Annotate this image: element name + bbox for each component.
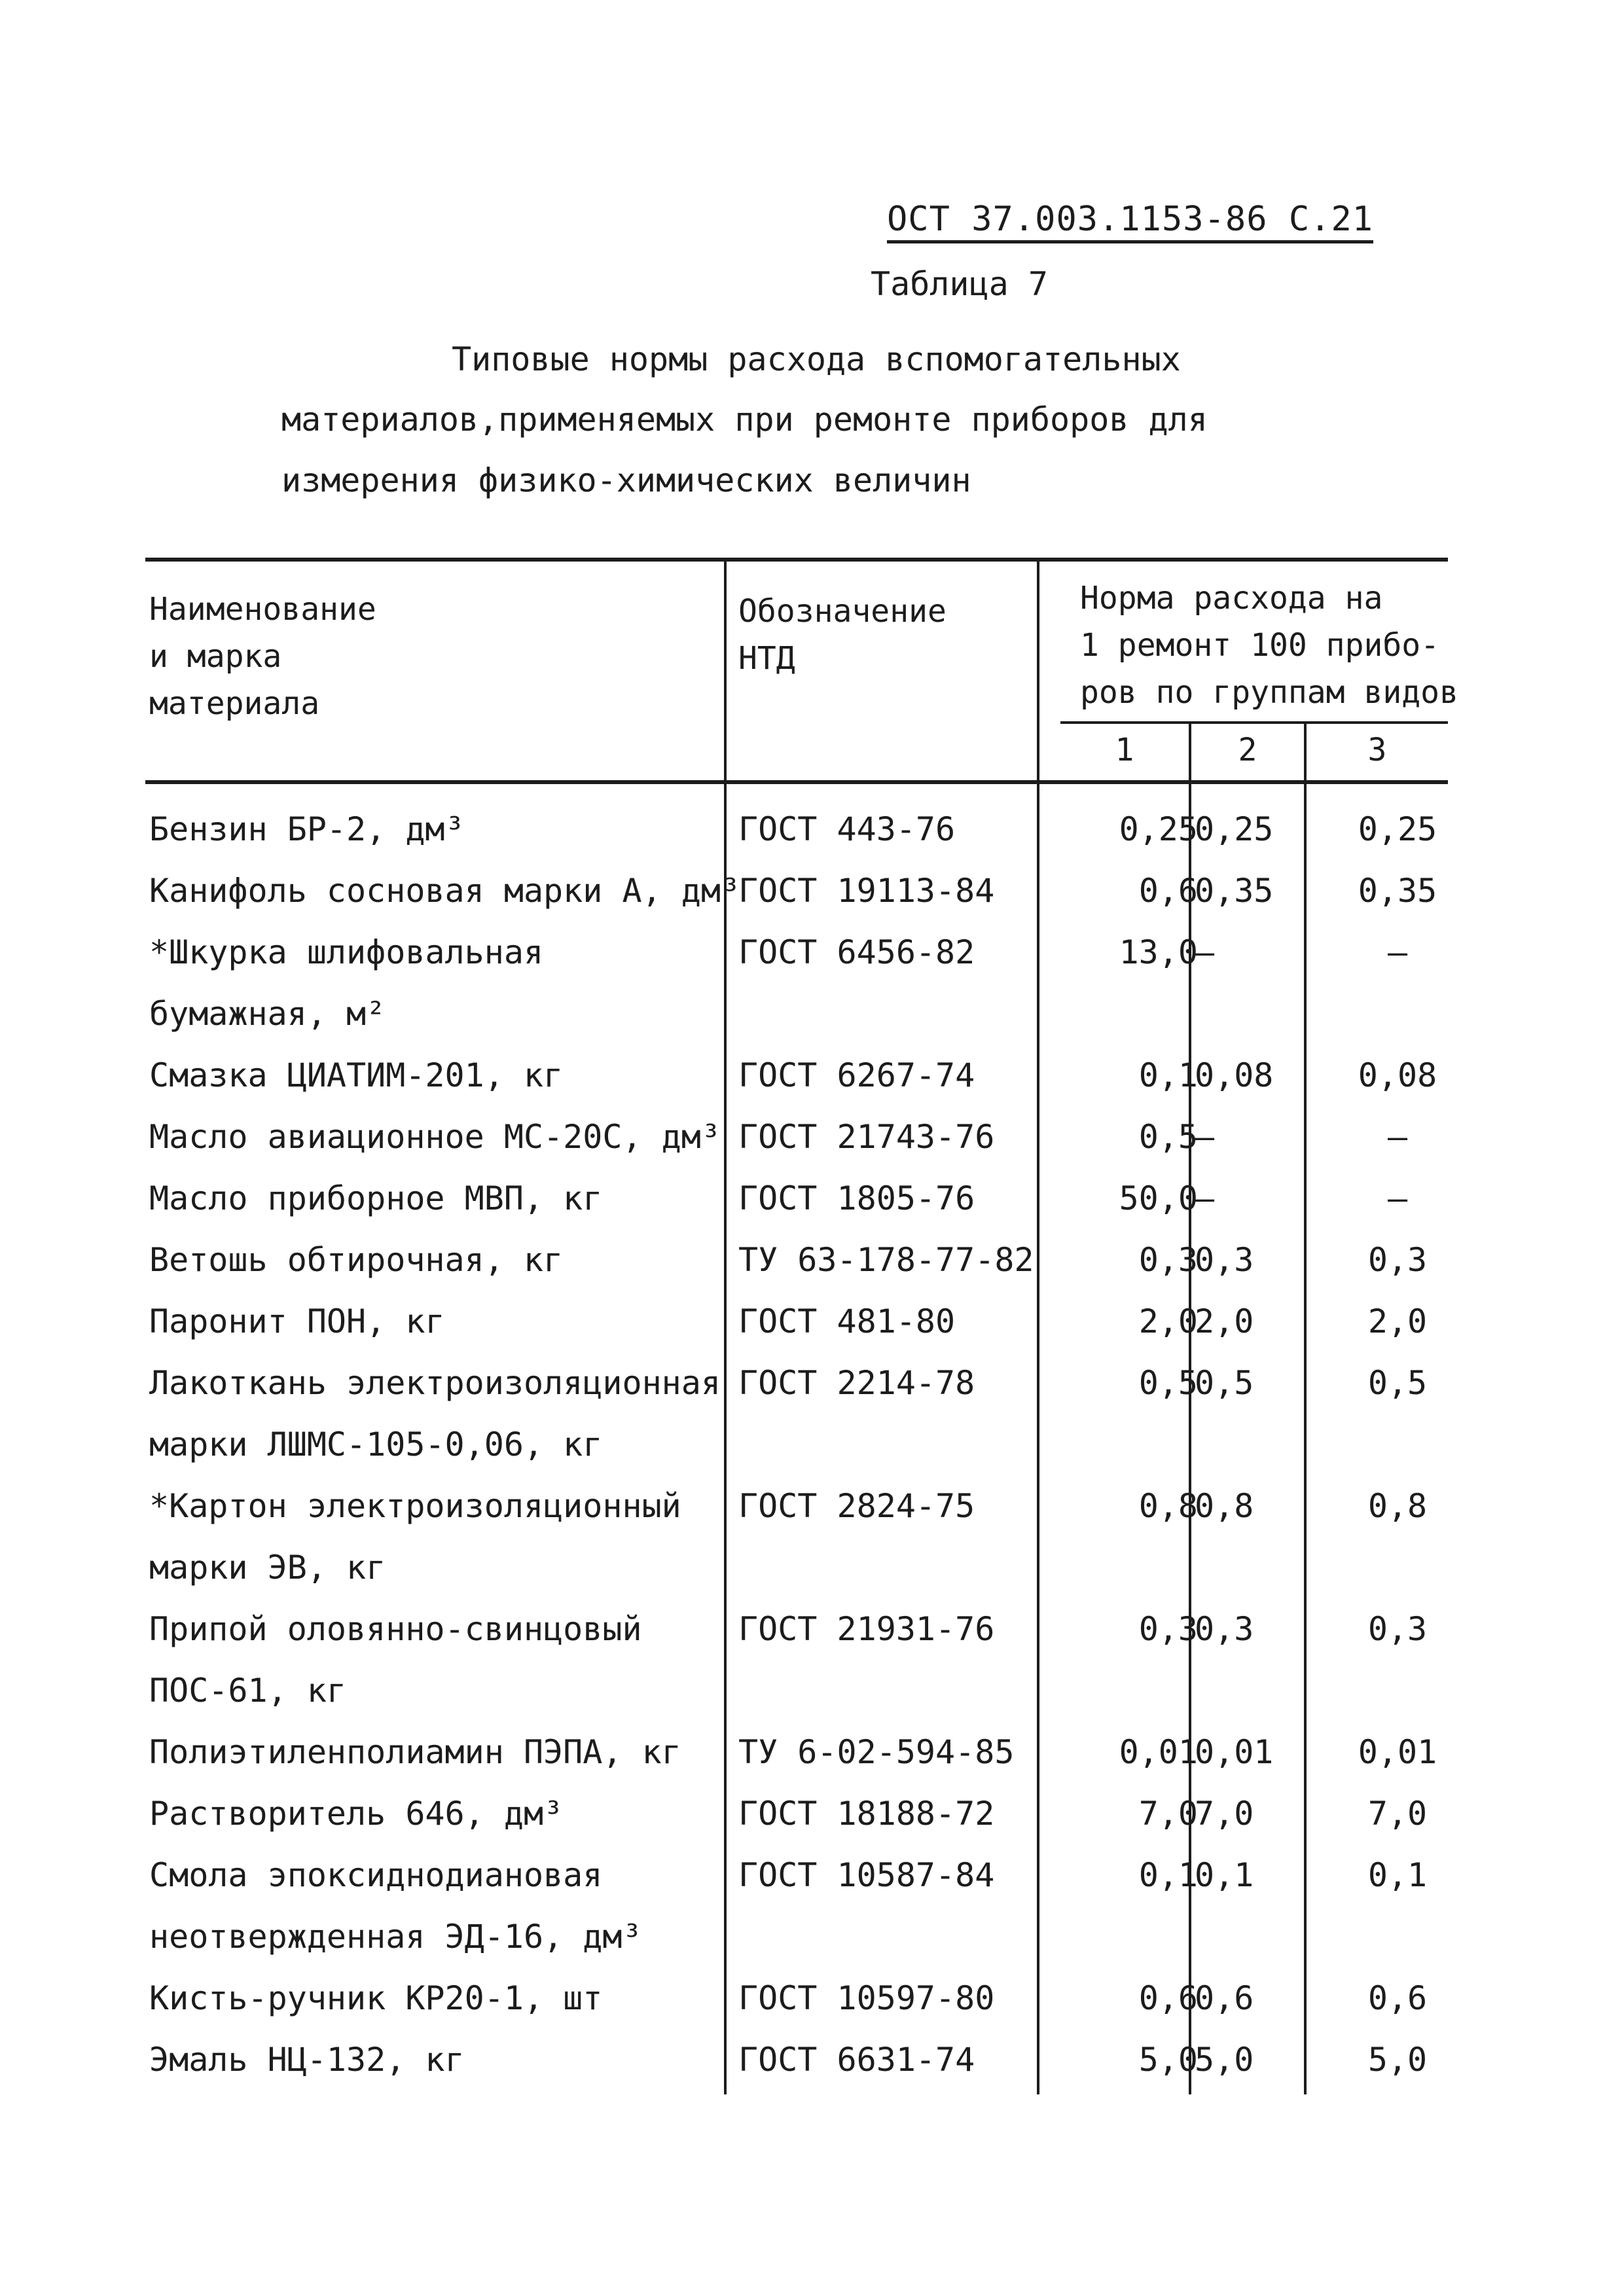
material-name: Полиэтиленполиамин ПЭПА, кг xyxy=(149,1733,681,1771)
norm-group-2: – xyxy=(1195,1118,1215,1156)
material-name: Бензин БР-2, дм³ xyxy=(149,810,465,848)
column-header-name: Наименование и марка материала xyxy=(149,591,376,722)
norm-group-3: 5,0 xyxy=(1367,2041,1428,2079)
norm-group-1: 0,6 xyxy=(1138,872,1198,910)
material-name: Растворитель 646, дм³ xyxy=(149,1795,564,1833)
material-ntd: ГОСТ 443-76 xyxy=(738,810,956,848)
norm-group-1: 0,8 xyxy=(1138,1487,1198,1525)
group-header-rule xyxy=(1060,721,1448,724)
norm-group-3: 0,25 xyxy=(1358,810,1437,848)
material-name: Смазка ЦИАТИМ-201, кг xyxy=(149,1056,564,1094)
norm-group-3: 0,3 xyxy=(1367,1241,1428,1279)
material-ntd: ГОСТ 1805-76 xyxy=(738,1179,975,1217)
material-name: Смола эпоксиднодиановая неотвержденная ЭД-16, дм³ xyxy=(149,1856,642,1956)
material-name: Эмаль НЦ-132, кг xyxy=(149,2041,465,2079)
norm-group-3: 2,0 xyxy=(1367,1302,1428,1340)
norm-group-1: 0,3 xyxy=(1138,1610,1198,1648)
norm-group-2: 0,25 xyxy=(1195,810,1274,848)
norm-group-3: 0,01 xyxy=(1358,1733,1437,1771)
material-name: Масло приборное МВП, кг xyxy=(149,1179,603,1217)
material-ntd: ТУ 6-02-594-85 xyxy=(738,1733,1015,1771)
norm-group-1: 0,5 xyxy=(1138,1118,1198,1156)
material-ntd: ГОСТ 10597-80 xyxy=(738,1979,995,2017)
material-name: Ветошь обтирочная, кг xyxy=(149,1241,564,1279)
material-ntd: ГОСТ 2214-78 xyxy=(738,1364,975,1402)
norm-group-1: 0,01 xyxy=(1119,1733,1198,1771)
norm-group-3: 0,6 xyxy=(1367,1979,1428,2017)
norm-group-2: 5,0 xyxy=(1195,2041,1254,2079)
norm-group-1: 50,0 xyxy=(1119,1179,1198,1217)
material-name: Кисть-ручник КР20-1, шт xyxy=(149,1979,603,2017)
norm-group-2: 0,08 xyxy=(1195,1056,1274,1094)
norm-group-3: 0,35 xyxy=(1358,872,1437,910)
norm-group-1: 0,1 xyxy=(1138,1056,1198,1094)
column-divider-name-ntd xyxy=(724,562,727,2094)
norm-group-3: 0,8 xyxy=(1367,1487,1428,1525)
norm-group-1: 2,0 xyxy=(1138,1302,1198,1340)
norm-group-2: 0,1 xyxy=(1195,1856,1254,1894)
material-name: *Шкурка шлифовальная бумажная, м² xyxy=(149,933,544,1033)
norm-group-2: 0,6 xyxy=(1195,1979,1254,2017)
material-ntd: ГОСТ 6456-82 xyxy=(738,933,975,971)
norm-group-2: 0,5 xyxy=(1195,1364,1254,1402)
material-ntd: ТУ 63-178-77-82 xyxy=(738,1241,1034,1279)
norm-group-3: 0,08 xyxy=(1358,1056,1437,1094)
document-code: ОСТ 37.003.1153-86 С.21 xyxy=(887,200,1373,243)
group-number-1: 1 xyxy=(1115,732,1134,768)
norm-group-2: 0,3 xyxy=(1195,1610,1254,1648)
material-name: Припой оловянно-свинцовый ПОС-61, кг xyxy=(149,1610,642,1710)
norm-group-3: – xyxy=(1387,1118,1408,1156)
norm-group-3: 7,0 xyxy=(1367,1795,1428,1833)
norm-group-1: 0,1 xyxy=(1138,1856,1198,1894)
norm-group-1: 5,0 xyxy=(1138,2041,1198,2079)
material-ntd: ГОСТ 6267-74 xyxy=(738,1056,975,1094)
norm-group-1: 0,25 xyxy=(1119,810,1198,848)
norm-group-3: 0,1 xyxy=(1367,1856,1428,1894)
group-number-3: 3 xyxy=(1367,732,1387,768)
material-name: Канифоль сосновая марки А, дм³ xyxy=(149,872,741,910)
material-ntd: ГОСТ 21931-76 xyxy=(738,1610,995,1648)
material-name: Паронит ПОН, кг xyxy=(149,1302,445,1340)
table-top-rule xyxy=(145,558,1448,562)
norm-group-1: 7,0 xyxy=(1138,1795,1198,1833)
material-ntd: ГОСТ 6631-74 xyxy=(738,2041,975,2079)
material-ntd: ГОСТ 481-80 xyxy=(738,1302,956,1340)
norm-group-1: 0,6 xyxy=(1138,1979,1198,2017)
norm-group-3: 0,3 xyxy=(1367,1610,1428,1648)
table-title-line-3: измерения физико-химических величин xyxy=(281,461,971,499)
norm-group-3: – xyxy=(1387,933,1408,971)
norm-group-3: 0,5 xyxy=(1367,1364,1428,1402)
material-ntd: ГОСТ 2824-75 xyxy=(738,1487,975,1525)
norm-group-2: 0,8 xyxy=(1195,1487,1254,1525)
table-title-line-1: Типовые нормы расхода вспомогательных xyxy=(452,340,1181,378)
norm-group-2: – xyxy=(1195,1179,1215,1217)
header-bottom-rule xyxy=(145,780,1448,784)
norm-group-2: 0,35 xyxy=(1195,872,1274,910)
material-ntd: ГОСТ 10587-84 xyxy=(738,1856,995,1894)
table-label: Таблица 7 xyxy=(871,265,1048,303)
norm-group-1: 13,0 xyxy=(1119,933,1198,971)
norm-group-3: – xyxy=(1387,1179,1408,1217)
norm-group-2: – xyxy=(1195,933,1215,971)
material-ntd: ГОСТ 19113-84 xyxy=(738,872,995,910)
material-ntd: ГОСТ 21743-76 xyxy=(738,1118,995,1156)
table-title-line-2: материалов,применяемых при ремонте приборов для xyxy=(281,401,1208,439)
material-ntd: ГОСТ 18188-72 xyxy=(738,1795,995,1833)
norm-group-2: 0,3 xyxy=(1195,1241,1254,1279)
norm-group-2: 2,0 xyxy=(1195,1302,1254,1340)
group-number-2: 2 xyxy=(1238,732,1257,768)
column-header-norm: Норма расхода на 1 ремонт 100 прибо- ров по группам видов xyxy=(1080,580,1458,711)
column-header-ntd: Обозначение НТД xyxy=(738,593,947,677)
material-name: *Картон электроизоляционный марки ЭВ, кг xyxy=(149,1487,681,1587)
norm-group-1: 0,3 xyxy=(1138,1241,1198,1279)
norm-group-2: 7,0 xyxy=(1195,1795,1254,1833)
material-name: Масло авиационное МС-20С, дм³ xyxy=(149,1118,721,1156)
norm-group-2: 0,01 xyxy=(1195,1733,1274,1771)
material-name: Лакоткань электроизоляционная марки ЛШМС-105-0,06, кг xyxy=(149,1364,721,1463)
norm-group-1: 0,5 xyxy=(1138,1364,1198,1402)
